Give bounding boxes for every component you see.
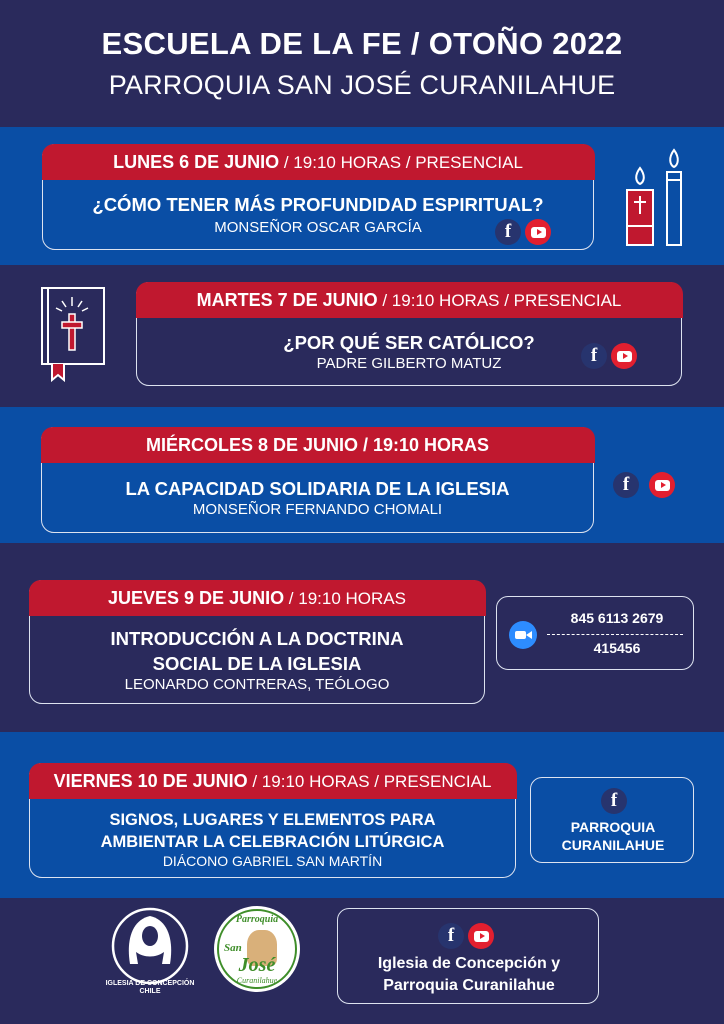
session-title: ¿POR QUÉ SER CATÓLICO? [283, 332, 535, 353]
session-header [29, 580, 486, 616]
bible-icon [38, 284, 110, 384]
logo-text: San [224, 942, 242, 954]
session-speaker: MONSEÑOR OSCAR GARCÍA [214, 219, 422, 236]
divider [547, 634, 683, 635]
session-speaker: MONSEÑOR FERNANDO CHOMALI [192, 501, 443, 518]
facebook-icon[interactable]: f [613, 472, 639, 498]
facebook-icon[interactable]: f [495, 219, 521, 245]
session-details: / 19:10 HORAS / PRESENCIAL [377, 290, 622, 310]
parish-facebook-box[interactable] [530, 777, 694, 863]
zoom-icon[interactable] [509, 621, 537, 649]
session-card-thursday [29, 580, 485, 704]
logo-text: Parroquia [235, 914, 279, 925]
session-speaker: PADRE GILBERTO MATUZ [316, 355, 502, 372]
logo-text: CHILE [139, 988, 161, 995]
session-header [41, 427, 595, 463]
footer-social-line2: Parroquia Curanilahue [383, 977, 555, 994]
session-day: VIERNES 10 DE JUNIO [53, 770, 248, 791]
youtube-icon[interactable] [525, 219, 551, 245]
session-title: LA CAPACIDAD SOLIDARIA DE LA IGLESIA [125, 478, 510, 499]
iglesia-concepcion-logo [106, 906, 194, 996]
youtube-icon[interactable] [649, 472, 675, 498]
session-title-line1: INTRODUCCIÓN A LA DOCTRINA [110, 628, 404, 649]
session-title: ¿CÓMO TENER MÁS PROFUNDIDAD ESPIRITUAL? [92, 194, 544, 215]
session-details: / 19:10 HORAS / PRESENCIAL [247, 771, 492, 791]
candles-icon [618, 148, 690, 248]
session-card-friday [29, 763, 516, 878]
social-links-wednesday [613, 472, 675, 498]
session-details: / 19:10 HORAS [284, 588, 406, 608]
zoom-meeting-id[interactable]: 845 6113 2679 [570, 610, 664, 626]
logo-text: José [238, 954, 276, 976]
footer-social-box [337, 908, 599, 1004]
facebook-icon[interactable]: f [581, 343, 607, 369]
session-title-line1: SIGNOS, LUGARES Y ELEMENTOS PARA [109, 811, 436, 829]
session-card-wednesday [41, 427, 594, 533]
session-day: LUNES 6 DE JUNIO [113, 151, 280, 172]
session-day: JUEVES 9 DE JUNIO [108, 587, 285, 608]
logo-text: IGLESIA DE CONCEPCIÓN [105, 980, 195, 987]
session-title-line2: SOCIAL DE LA IGLESIA [152, 653, 362, 674]
page-title: ESCUELA DE LA FE / OTOÑO 2022 [101, 26, 623, 61]
parish-fb-line2: CURANILAHUE [561, 837, 665, 853]
session-speaker: LEONARDO CONTRERAS, TEÓLOGO [124, 676, 390, 693]
youtube-icon[interactable] [468, 923, 494, 949]
zoom-box [496, 596, 694, 670]
logo-text: Curanilahue [236, 976, 278, 985]
social-links [438, 923, 494, 949]
session-details: / 19:10 HORAS / PRESENCIAL [279, 152, 523, 172]
page-subtitle: PARROQUIA SAN JOSÉ CURANILAHUE [108, 70, 616, 100]
session-speaker: DIÁCONO GABRIEL SAN MARTÍN [162, 853, 383, 869]
parish-fb-line1: PARROQUIA [570, 819, 656, 835]
session-day: MARTES 7 DE JUNIO [196, 289, 378, 310]
session-header [136, 282, 683, 318]
session-header [29, 763, 517, 799]
parroquia-san-jose-logo [214, 906, 300, 992]
session-card-monday [42, 144, 594, 250]
session-card-tuesday [136, 282, 682, 386]
facebook-icon[interactable]: f [601, 788, 627, 814]
facebook-icon[interactable]: f [438, 923, 464, 949]
footer-social-line1: Iglesia de Concepción y [377, 955, 561, 972]
session-header [42, 144, 595, 180]
social-links [581, 343, 637, 369]
social-links [495, 219, 551, 245]
youtube-icon[interactable] [611, 343, 637, 369]
session-day: MIÉRCOLES 8 DE JUNIO / 19:10 HORAS [145, 434, 490, 455]
virgin-icon [106, 906, 194, 984]
zoom-passcode[interactable]: 415456 [593, 640, 641, 656]
session-title-line2: AMBIENTAR LA CELEBRACIÓN LITÚRGICA [100, 833, 445, 851]
